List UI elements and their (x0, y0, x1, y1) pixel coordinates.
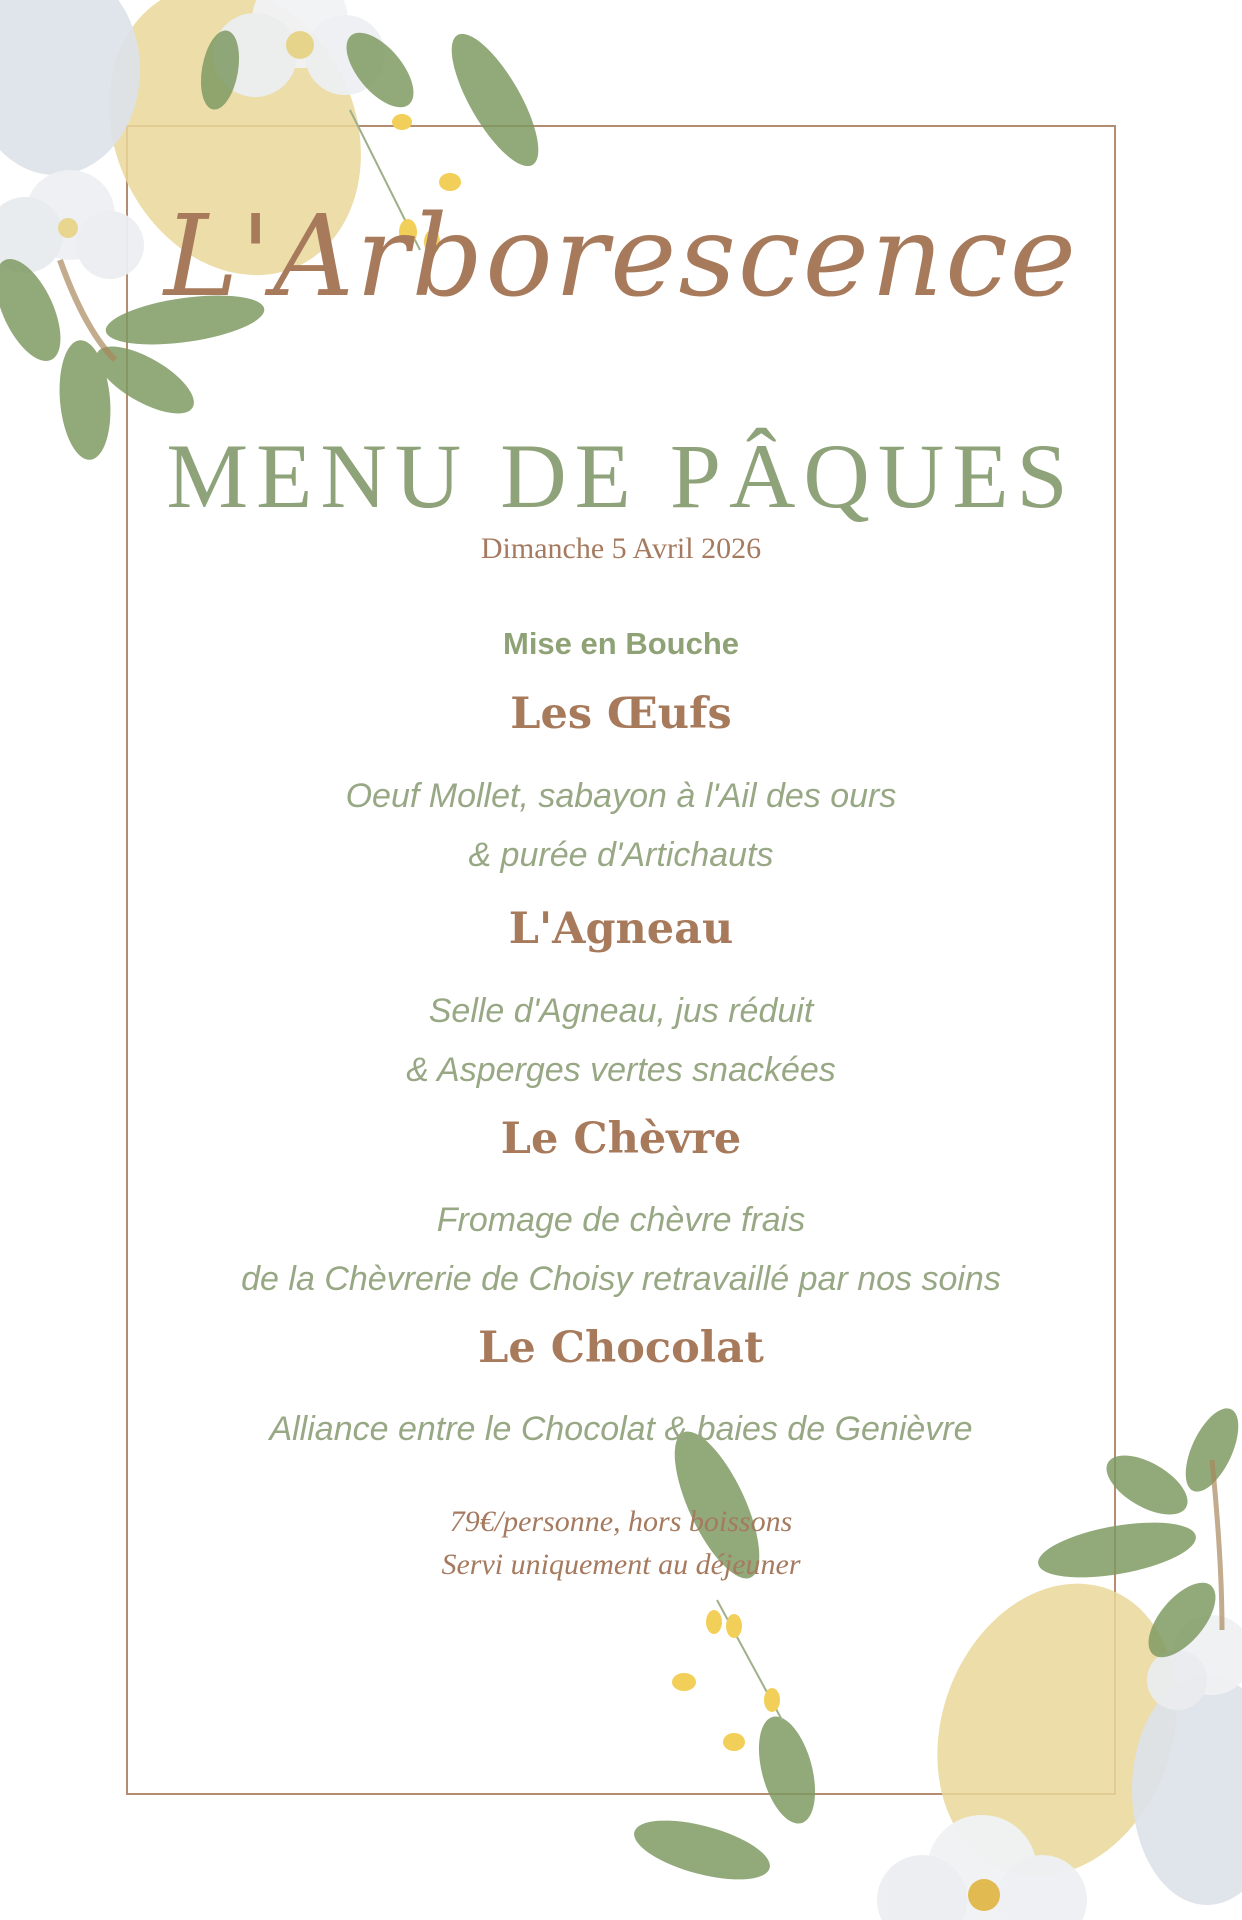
course-description: Oeuf Mollet, sabayon à l'Ail des ours (345, 777, 897, 815)
course-description: Alliance entre le Chocolat & baies de Genièvre (269, 1410, 973, 1448)
mise-en-bouche-label: Mise en Bouche (503, 626, 739, 661)
course-name: Le Chèvre (500, 1114, 742, 1164)
course-description: & Asperges vertes snackées (406, 1051, 836, 1089)
restaurant-name: L'Arborescence (163, 192, 1079, 322)
course-name: Le Chocolat (478, 1323, 764, 1373)
course-description: de la Chèvrerie de Choisy retravaillé par nos soins (241, 1260, 1001, 1298)
floral-decoration-bottom-right (622, 1400, 1242, 1920)
course-name: Les Œufs (510, 689, 732, 739)
course-description: & purée d'Artichauts (468, 836, 774, 874)
service-line: Servi uniquement au déjeuner (441, 1548, 801, 1581)
course-description: Selle d'Agneau, jus réduit (428, 992, 814, 1030)
course-description: Fromage de chèvre frais (436, 1201, 806, 1239)
course-name: L'Agneau (508, 904, 734, 954)
menu-date: Dimanche 5 Avril 2026 (480, 532, 762, 565)
price-line: 79€/personne, hors boissons (449, 1505, 793, 1538)
menu-title: MENU DE PÂQUES (166, 425, 1076, 527)
